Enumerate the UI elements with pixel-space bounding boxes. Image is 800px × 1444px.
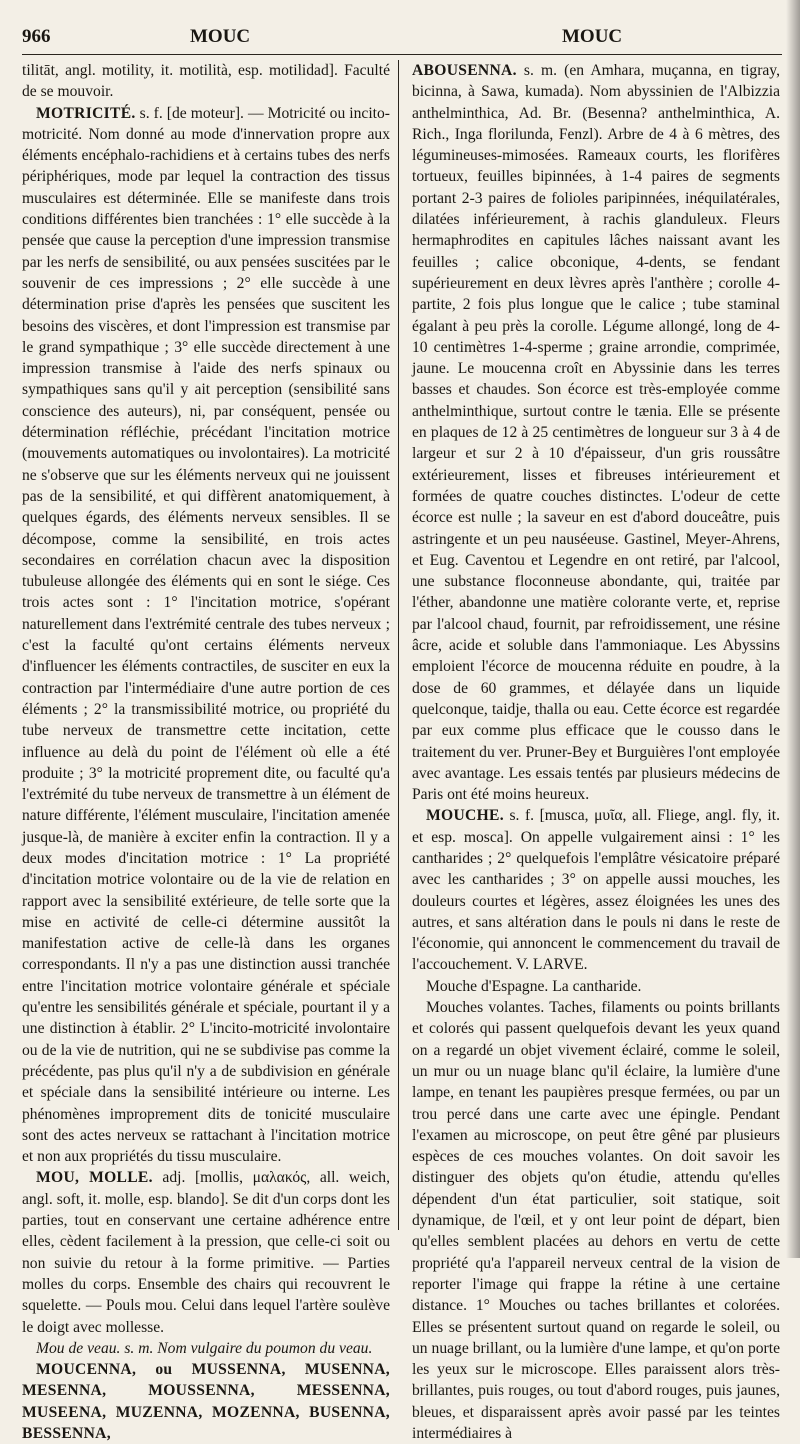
entry-abousenna: [412, 60, 780, 805]
entry-mou-text: adj. [mollis, μαλακός, all. weich, angl. soft, it. molle, esp. blando]. Se dit d'un corps dont les parties, tout en conservant une certaine adhérence entre elles, cèdent facilement à la pression, que celle-ci soit ou non suivie du retour à la forme primitive. — Parties molles du corps. Ensemble des chairs qui recouvrent le squelette. — Pouls mou. Celui dans lequel l'artère soulève le doigt avec mollesse.: [22, 1169, 391, 1336]
running-head-left: MOUC: [190, 26, 251, 47]
entry-abousenna-text: s. m. (en Amhara, muçanna, en tigray, bicinna, à Sawa, kumada). Nom abyssinien de l'Albizzia anthelminthica, Ad. Br. (Besenna? anthelminthica, A. Rich., Inga florilunda, Fenzl). Arbre de 4 à 6 mètres, des légumineuses-mimosées. Rameaux courts, les florifères tortueux, feuilles bipinnées, à 1-4 paires de segments portant 2-3 paires de folioles paripinnées, inéquilatérales, dilatées inférieurement, à rachis glanduleux. Fleurs hermaphrodites en capitules lâches naissant avant les feuilles ; calice obconique, 4-dents, se fendant supérieurement en deux lèvres après l'anthère ; corolle 4-partite, 2 fois plus longue que le calice ; tube staminal égalant à peu près la corolle. Légume allongé, long de 4-10 centimètres 1-4-sperme ; graine arrondie, comprimée, jaune. Le moucenna croît en Abyssinie dans les terres basses et chaudes. Son écorce est très-employée comme anthelminthique, surtout contre le tænia. Elle se présente en plaques de 12 à 25 centimètres de longueur sur 3 à 4 de largeur et sur 2 à 10 d'épaisseur, d'un gris roussâtre extérieurement, lisses et fibreuses intérieurement et formées de quatre couches distinctes. L'odeur de cette écorce est nulle ; la saveur en est d'abord douceâtre, puis astringente et un peu nauséeuse. Gastinel, Meyer-Ahrens, et Eug. Caventou et Legendre en ont retiré, par l'alcool, une substance floconneuse abondante, qui, traitée par l'éther, abandonne une matière colorante verte, et, reprise par l'alcool chaud, fournit, par refroidissement, une résine âcre, acide et soluble dans l'ammoniaque. Les Abyssins emploient l'écorce de moucenna réduite en poudre, à la dose de 60 grammes, et délayée dans un liquide quelconque, taidje, thalla ou eau. Cette écorce est regardée par eux comme plus efficace que le cousso dans le traitement du ver. Pruner-Bey et Burguières l'ont employée avec avantage. Les essais tentés par plusieurs médecins de Paris ont été moins heureux.: [412, 62, 780, 804]
entry-motricite: [22, 103, 390, 1168]
left-column: [22, 60, 390, 1444]
entry-mouche-text: s. f. [musca, μυῖα, all. Fliege, angl. fly, it. et esp. mosca]. On appelle vulgairement ainsi : 1° les cantharides ; 2° quelquefois l'emplâtre vésicatoire préparé avec les cantharides ; 3° on appelle aussi mouches, les douleurs courtes et légères, assez éloignées les unes des autres, et sans altération dans le pouls ni dans le reste de l'économie, qui annoncent le commencement du travail de l'accouchement. V. LARVE.: [412, 807, 780, 974]
running-head-right: MOUC: [562, 26, 623, 47]
entry-continuation: tilitāt, angl. motility, it. motilità, esp. motilidad]. Faculté de se mouvoir.: [22, 62, 390, 101]
column-divider: [398, 60, 399, 1230]
binding-shadow: [786, 0, 800, 1258]
headword-abousenna: ABOUSENNA.: [412, 62, 517, 79]
subentry-mouche-d-espagne: Mouche d'Espagne. La cantharide.: [426, 977, 642, 995]
entry-mou: [22, 1167, 390, 1337]
right-column: [412, 60, 780, 1444]
entry-motricite-text: s. f. [de moteur]. — Motricité ou incito-motricité. Nom donné au mode d'innervation propre aux éléments encéphalo-rachidiens et à certains tubes des nerfs périphériques, mode par lequel la contraction des tissus musculaires est déterminée. Elle se manifeste dans trois conditions différentes bien tranchées : 1° elle succède à la pensée que cause la perception d'une impression transmise par les nerfs de sensibilité, ou aux pensées suscitées par le souvenir de ces impressions ; 2° elle succède à une détermination prise d'après les pensées que suscitent les besoins des viscères, et dont l'impression est transmise par le grand sympathique ; 3° elle succède directement à une impression transmise à l'aide des nerfs spinaux ou sympathiques sans qu'il y ait perception (sensibilité sans conscience des auteurs), ni, par conséquent, pensée ou détermination réfléchie, précédant l'incitation motrice (mouvements automatiques ou involontaires). La motricité ne s'observe que sur les éléments nerveux qui ne jouissent pas de la sensibilité, et qui diffèrent anatomiquement, à quelques égards, des éléments nerveux sensibles. Il se décompose, comme la sensibilité, en trois actes secondaires en corrélation chacun avec la disposition tubuleuse allongée des éléments qui en sont le siége. Ces trois actes sont : 1° l'incitation motrice, s'opérant naturellement dans l'extrémité centrale des tubes nerveux ; c'est la faculté qu'ont certains éléments nerveux d'influencer les éléments contractiles, de susciter en eux la contraction par l'intermédiaire d'une autre portion de ces éléments ; 2° la transmissibilité motrice, ou propriété du tube nerveux de transmettre cette incitation, cette influence au delà du point de l'élément où elle a été produite ; 3° la motricité proprement dite, ou faculté qu'a l'extrémité du tube nerveux de transmettre à un élément de nature différente, l'élément musculaire, l'incitation amenée jusque-là, de manière à exciter enfin la contraction. Il y a deux modes d'incitation motrice : 1° La propriété d'incitation motrice volontaire ou de la vie de relation en rapport avec la sensibilité extérieure, de telle sorte que la mise en activité de celle-ci détermine aussitôt la manifestation active de celle-là dans les organes correspondants. Il n'y a pas une distinction aussi tranchée entre l'incitation motrice volontaire générale et spéciale qu'entre les sensibilités générale et spéciale, pourtant il y a une distinction à établir. 2° L'incito-motricité involontaire ou de la vie de nutrition, qui ne se subdivise pas comme la précédente, pas plus qu'il n'y a de subdivision en générale et spéciale dans la sensibilité intérieure ou interne. Les phénomènes improprement dits de tonicité musculaire sont des actes nerveux se rattachant à l'incitation motrice et non aux propriétés du tissu musculaire.: [22, 104, 390, 1166]
page-header: [0, 26, 800, 52]
headword-motricite: MOTRICITÉ.: [36, 104, 136, 122]
subentry-mou-de-veau: Mou de veau. s. m. Nom vulgaire du poumon du veau.: [36, 1339, 373, 1357]
header-rule: [22, 54, 782, 55]
entry-mouche: [412, 805, 780, 975]
page-number: 966: [22, 26, 51, 47]
headword-mou: MOU, MOLLE.: [36, 1169, 153, 1187]
headword-moucenna: MOUCENNA, ou MUSSENNA, MUSENNA, MESENNA, MOUSSENNA, MESSENNA, MUSEENA, MUZENNA, MOZENNA, BUSENNA, BESSENNA,: [22, 1361, 390, 1442]
subentry-mouches-volantes: Mouches volantes. Taches, filaments ou points brillants et colorés qui passent quelquefois devant les yeux quand on a regardé un objet vivement éclairé, comme le soleil, un mur ou un nuage blanc qu'il éclaire, la lumière d'une lampe, en tenant les paupières presque fermées, ou par un trou percé dans une carte avec une épingle. Pendant l'examen au microscope, on peut être gêné par plusieurs espèces de ces mouches volantes. On doit savoir les distinguer des objets qu'on étudie, attendu qu'elles dépendent d'un état particulier, soit statique, soit dynamique, de l'œil, et y ont leur point de départ, bien qu'elles semblent placées au dehors en vertu de cette propriété qu'a l'appareil nerveux central de la vision de reporter l'image qui frappe la rétine à une certaine distance. 1° Mouches ou taches brillantes et colorées. Elles se présentent surtout quand on regarde le soleil, ou un nuage brillant, ou la lumière d'une lampe, et qu'on porte les yeux sur le microscope. Elles paraissent alors très-brillantes, puis rouges, ou tout d'abord rouges, puis jaunes, bleues, et disparaissent après avoir passé par les teintes intermédiaires à: [412, 999, 780, 1442]
headword-mouche: MOUCHE.: [426, 807, 504, 825]
